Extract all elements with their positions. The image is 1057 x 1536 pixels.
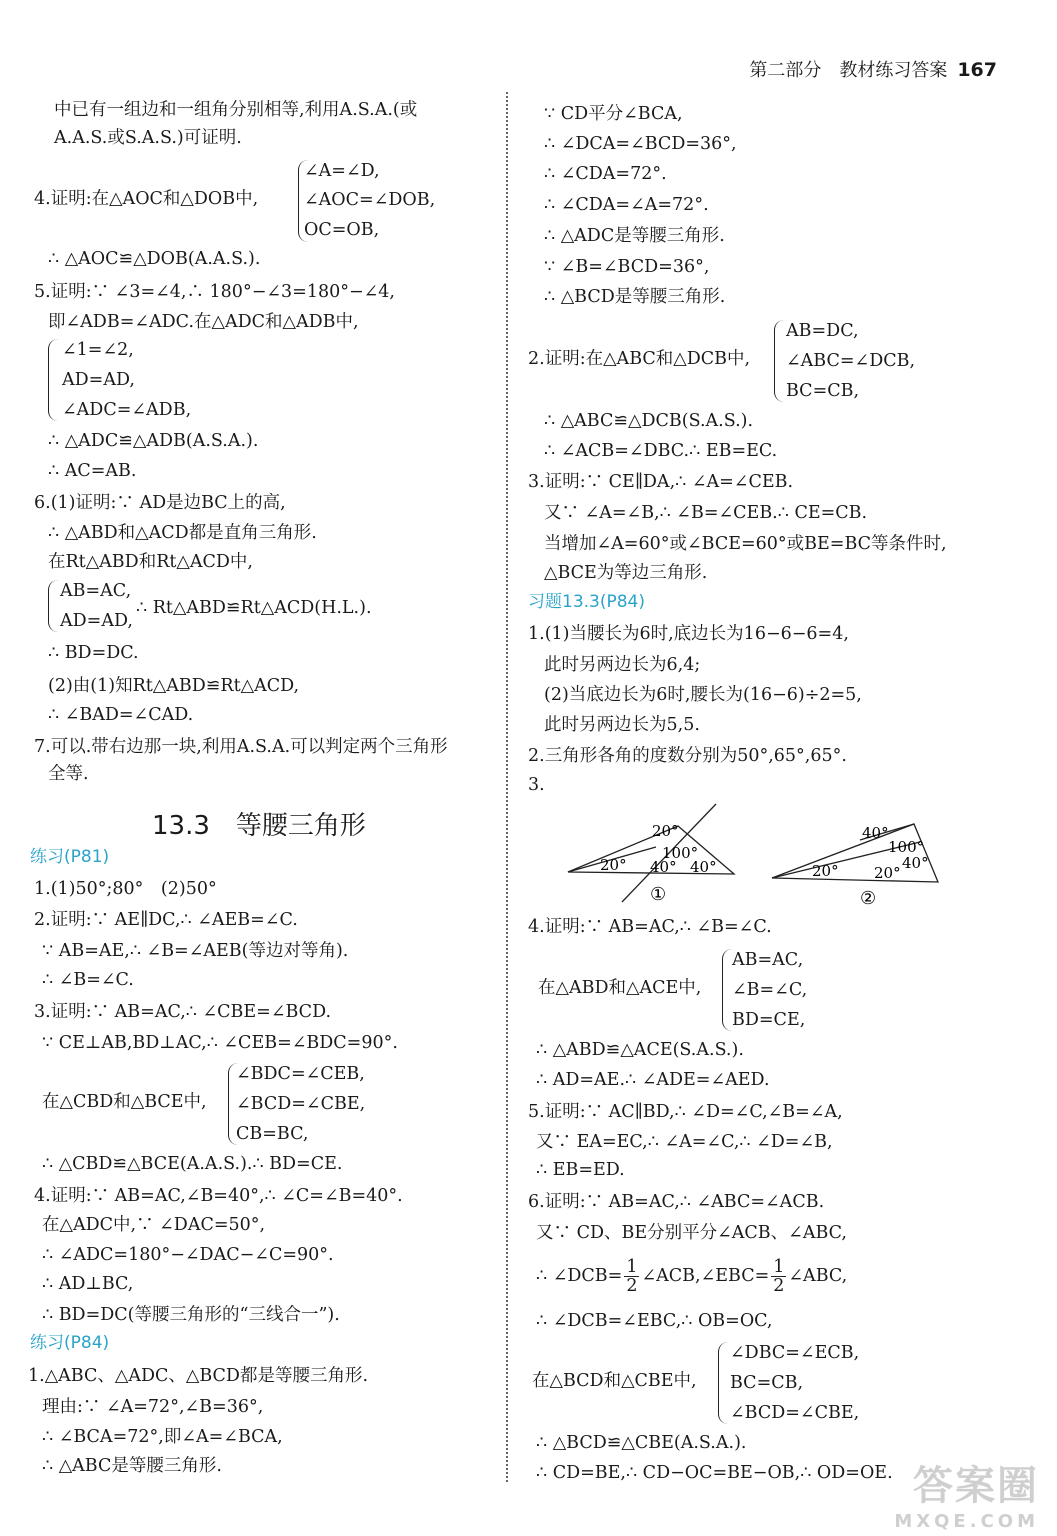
angle-label: 20° [874, 864, 901, 882]
text-line: 7.可以.带右边那一块,利用A.S.A.可以判定两个三角形 [34, 737, 448, 757]
text-line: ∴ ∠BAD=∠CAD. [48, 705, 194, 725]
text-line: ∠A=∠D, [304, 161, 380, 181]
angle-label: 40° [862, 824, 889, 842]
text-line: AB=AC, [732, 950, 804, 970]
text-line: ∴ △CBD≌△BCE(A.A.S.).∴ BD=CE. [42, 1154, 343, 1174]
text-line: ∴ △ABC是等腰三角形. [42, 1456, 222, 1476]
text-line: A.A.S.或S.A.S.)可证明. [54, 128, 242, 148]
text-line: 在△ABD和△ACE中, [538, 978, 702, 998]
angle-label: 40° [690, 858, 717, 876]
fraction-denominator: 2 [773, 1276, 785, 1296]
text-line: 2.证明:∵ AE∥DC,∴ ∠AEB=∠C. [34, 910, 298, 930]
text-line: ∠ADC=∠ADB, [62, 400, 192, 420]
text-line: 4.证明:∵ AB=AC,∠B=40°,∴ ∠C=∠B=40°. [34, 1186, 403, 1206]
text-line: ∴ △ABD≌△ACE(S.A.S.). [536, 1040, 744, 1060]
text-line: △BCE为等边三角形. [544, 563, 708, 583]
text-line: 理由:∵ ∠A=72°,∠B=36°, [42, 1397, 264, 1417]
text-line: ∴ ∠B=∠C. [42, 970, 134, 990]
fraction-denominator: 2 [626, 1276, 638, 1296]
text-line: ∴ ∠DCB=∠EBC,∴ OB=OC, [536, 1311, 773, 1331]
text-line: 1.△ABC、△ADC、△BCD都是等腰三角形. [28, 1366, 369, 1386]
text-line: ∠AOC=∠DOB, [304, 190, 436, 210]
text-line: 6.证明:∵ AB=AC,∴ ∠ABC=∠ACB. [528, 1192, 825, 1212]
text-line: ∴ ∠DCA=∠BCD=36°, [544, 134, 737, 154]
text-line: ∴ BD=DC(等腰三角形的“三线合一”). [42, 1305, 340, 1325]
text-line: ∴ ∠ACB=∠DBC.∴ EB=EC. [544, 441, 778, 461]
section-title: 13.3 等腰三角形 [152, 811, 366, 841]
text-line: OC=OB, [304, 220, 380, 240]
text-line: 又∵ ∠A=∠B,∴ ∠B=∠CEB.∴ CE=CB. [544, 503, 868, 523]
text-line: ∠1=∠2, [62, 340, 134, 360]
text-line: 2.证明:在△ABC和△DCB中, [528, 349, 751, 369]
text-line: ∴ △ABD和△ACD都是直角三角形. [48, 523, 317, 543]
text-line: ∴ ∠BCA=72°,即∠A=∠BCA, [42, 1427, 283, 1447]
watermark [894, 1454, 1039, 1532]
angle-label: 20° [600, 856, 627, 874]
system-brace [774, 320, 785, 402]
text-line: ∠BDC=∠CEB, [236, 1064, 365, 1084]
text-line: ∠ABC=∠DCB, [786, 351, 916, 371]
figure-label: ② [860, 888, 877, 908]
text-line: ∴ △AOC≌△DOB(A.A.S.). [48, 249, 261, 269]
text-line: 即∠ADB=∠ADC.在△ADC和△ADB中, [48, 312, 359, 332]
text-line: AB=DC, [786, 321, 859, 341]
text-line: (2)当底边长为6时,腰长为(16−6)÷2=5, [544, 685, 862, 705]
text-line: ∵ AB=AE,∴ ∠B=∠AEB(等边对等角). [42, 941, 349, 961]
fraction-numerator: 1 [626, 1257, 638, 1277]
text-line: ∠DBC=∠ECB, [730, 1343, 860, 1363]
text-line: CB=BC, [236, 1124, 309, 1144]
text-line: 又∵ EA=EC,∴ ∠A=∠C,∴ ∠D=∠B, [536, 1132, 833, 1152]
text-line: 2.三角形各角的度数分别为50°,65°,65°. [528, 746, 847, 766]
text-line: 4.证明:在△AOC和△DOB中, [34, 189, 259, 209]
figure-2 [770, 816, 950, 908]
text-line: 在△ADC中,∵ ∠DAC=50°, [42, 1215, 266, 1235]
text-line: 又∵ CD、BE分别平分∠ACB、∠ABC, [536, 1223, 847, 1243]
text-line: 3. [528, 775, 545, 795]
text-line: ∵ ∠B=∠BCD=36°, [544, 257, 710, 277]
text-line: ∴ AD⊥BC, [42, 1274, 134, 1294]
text-line: ∴ ∠CDA=72°. [544, 164, 667, 184]
text-line: 当增加∠A=60°或∠BCE=60°或BE=BC等条件时, [544, 534, 947, 554]
exercise-heading: 练习(P84) [30, 1333, 110, 1353]
fraction [771, 1258, 786, 1295]
text-line: 中已有一组边和一组角分别相等,利用A.S.A.(或 [54, 100, 418, 120]
angle-label: 100° [888, 838, 925, 856]
angle-label: 40° [902, 854, 929, 872]
text-line: 4.证明:∵ AB=AC,∴ ∠B=∠C. [528, 917, 772, 937]
text-line: ∵ CE⊥AB,BD⊥AC,∴ ∠CEB=∠BDC=90°. [42, 1033, 398, 1053]
page-header [749, 56, 997, 82]
text-line: 5.证明:∵ ∠3=∠4,∴ 180°−∠3=180°−∠4, [34, 282, 395, 302]
text-line: 此时另两边长为6,4; [544, 655, 701, 675]
page-number: 167 [957, 59, 997, 81]
angle-label: 20° [652, 822, 679, 840]
text-line: (2)由(1)知Rt△ABD≌Rt△ACD, [48, 676, 300, 696]
angle-label: 20° [812, 862, 839, 880]
text-line: ∠BCD=∠CBE, [730, 1403, 860, 1423]
angle-label: 40° [650, 858, 677, 876]
text-line: ∴ AD=AE.∴ ∠ADE=∠AED. [536, 1070, 770, 1090]
fraction [624, 1258, 639, 1295]
text-line: 1.(1)50°;80° (2)50° [34, 879, 217, 899]
text-line: BC=CB, [730, 1373, 804, 1393]
text-line: ∴ ∠CDA=∠A=72°. [544, 195, 709, 215]
text-line: AD=AD, [60, 611, 133, 631]
system-brace [718, 1342, 729, 1424]
text-line: ∠B=∠C, [732, 980, 808, 1000]
text-line: ∴ △BCD是等腰三角形. [544, 287, 726, 307]
text-line: 全等. [48, 764, 89, 784]
watermark-logo: 答案圈 [913, 1463, 1039, 1509]
text-span: ∴ ∠DCB= [536, 1266, 623, 1286]
text-line: ∴ EB=ED. [536, 1160, 625, 1180]
system-brace [48, 580, 59, 632]
text-span: ∠ABC, [788, 1266, 848, 1286]
exercise-heading: 练习(P81) [30, 847, 110, 867]
text-line: ∴ △ADC≌△ADB(A.S.A.). [48, 431, 259, 451]
text-line: 在△BCD和△CBE中, [532, 1371, 697, 1391]
figure-1 [566, 800, 746, 910]
text-line: AB=AC, [60, 581, 132, 601]
text-line: 在△CBD和△BCE中, [42, 1092, 207, 1112]
text-line: ∠BCD=∠CBE, [236, 1094, 366, 1114]
exercise-heading: 习题13.3(P84) [528, 592, 645, 612]
text-line: ∴ △ABC≌△DCB(S.A.S.). [544, 411, 754, 431]
text-line: 3.证明:∵ AB=AC,∴ ∠CBE=∠BCD. [34, 1002, 332, 1022]
text-line: 6.(1)证明:∵ AD是边BC上的高, [34, 493, 286, 513]
angle-label: 100° [662, 844, 699, 862]
figure-label: ① [650, 884, 667, 905]
text-line: 在Rt△ABD和Rt△ACD中, [48, 552, 253, 572]
text-line: ∴ CD=BE,∴ CD−OC=BE−OB,∴ OD=OE. [536, 1463, 893, 1483]
text-line: ∴ AC=AB. [48, 461, 137, 481]
text-line: 3.证明:∵ CE∥DA,∴ ∠A=∠CEB. [528, 472, 794, 492]
fraction-numerator: 1 [773, 1257, 785, 1277]
text-line: AD=AD, [62, 370, 135, 390]
text-line: 此时另两边长为5,5. [544, 715, 700, 735]
text-line: 5.证明:∵ AC∥BD,∴ ∠D=∠C,∠B=∠A, [528, 1102, 843, 1122]
text-line: ∴ △ADC是等腰三角形. [544, 226, 725, 246]
watermark-url: MXQE.COM [894, 1511, 1039, 1532]
header-section: 第二部分 [749, 60, 822, 81]
text-line: BC=CB, [786, 381, 860, 401]
text-line: ∵ CD平分∠BCA, [544, 104, 683, 124]
system-brace [48, 339, 59, 421]
fraction-line [536, 1256, 847, 1296]
text-line: ∴ ∠ADC=180°−∠DAC−∠C=90°. [42, 1245, 334, 1265]
text-line: 1.(1)当腰长为6时,底边长为16−6−6=4, [528, 624, 849, 644]
text-line: ∴ Rt△ABD≌Rt△ACD(H.L.). [136, 598, 372, 618]
header-book: 教材练习答案 [839, 60, 948, 81]
text-line: BD=CE, [732, 1010, 806, 1030]
text-line: ∴ BD=DC. [48, 643, 139, 663]
column-divider [506, 92, 508, 1482]
text-line: ∴ △BCD≌△CBE(A.S.A.). [536, 1433, 747, 1453]
text-span: ∠ACB,∠EBC= [641, 1266, 770, 1286]
